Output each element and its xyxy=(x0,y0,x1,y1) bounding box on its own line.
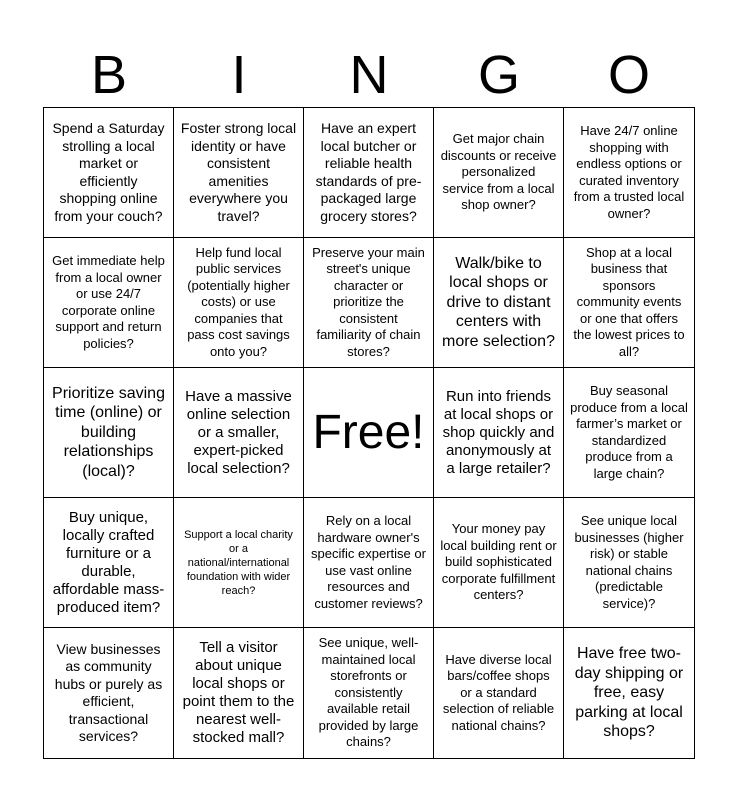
cell-text: Support a local charity or a national/international foundation with wider reach? xyxy=(184,528,293,597)
bingo-cell xyxy=(434,238,564,368)
bingo-cell xyxy=(44,498,174,628)
cell-text: Have diverse local bars/coffee shops or a standard selection of reliable national chains? xyxy=(442,651,555,733)
cell-text: Have an expert local butcher or reliable health standards of pre-packaged large grocery stores? xyxy=(315,120,422,224)
cell-text: Run into friends at local shops or shop quickly and anonymously at a large retailer? xyxy=(442,387,555,477)
cell-text: Have 24/7 online shopping with endless options or curated inventory from a trusted local owner? xyxy=(573,123,685,221)
bingo-cell xyxy=(44,368,174,498)
bingo-cell xyxy=(174,238,304,368)
cell-text: Rely on a local hardware owner's specific expertise or use vast online resources and customer reviews? xyxy=(311,513,426,611)
bingo-cell xyxy=(44,628,174,758)
cell-text: Shop at a local business that sponsors community events or one that offers the lowest prices to all? xyxy=(573,244,685,359)
bingo-cell xyxy=(434,368,564,498)
cell-text: Help fund local public services (potentially higher costs) or use companies that pass cost savings onto you? xyxy=(187,244,290,359)
bingo-header xyxy=(44,44,694,106)
bingo-cell xyxy=(44,238,174,368)
bingo-cell xyxy=(174,368,304,498)
bingo-card xyxy=(43,107,695,759)
header-letter-g: G xyxy=(477,45,520,105)
bingo-cell xyxy=(174,628,304,758)
bingo-cell xyxy=(304,238,434,368)
bingo-cell xyxy=(434,498,564,628)
cell-text: Prioritize saving time (online) or building relationships (local)? xyxy=(52,384,165,480)
cell-text: Preserve your main street's unique character or prioritize the consistent familiarity of chain stores? xyxy=(312,244,425,359)
header-letter-b: B xyxy=(90,45,128,105)
cell-text: See unique local businesses (higher risk) or stable national chains (predictable service)? xyxy=(574,513,684,611)
bingo-cell xyxy=(174,498,304,628)
cell-text: Get major chain discounts or receive personalized service from a local shop owner? xyxy=(440,131,557,213)
cell-text: Your money pay local building rent or build sophisticated corporate fulfillment centers? xyxy=(440,521,557,603)
bingo-cell xyxy=(44,108,174,238)
bingo-cell xyxy=(304,498,434,628)
bingo-cell xyxy=(564,628,694,758)
bingo-cell xyxy=(304,628,434,758)
bingo-cell xyxy=(564,108,694,238)
bingo-cell xyxy=(174,108,304,238)
header-letter-i: I xyxy=(231,45,247,105)
cell-text: Buy seasonal produce from a local farmer’s market or standardized produce from a large chain? xyxy=(570,383,688,481)
bingo-cell xyxy=(564,498,694,628)
bingo-cell xyxy=(564,368,694,498)
cell-text: See unique, well-maintained local storefronts or consistently available retail provided by large chains? xyxy=(318,635,419,750)
cell-text: Get immediate help from a local owner or use 24/7 corporate online support and return policies? xyxy=(52,253,165,351)
cell-text: Tell a visitor about unique local shops or point them to the nearest well-stocked mall? xyxy=(182,639,295,746)
cell-text: Buy unique, locally crafted furniture or a durable, affordable mass-produced item? xyxy=(52,508,165,616)
header-letter-n: N xyxy=(349,45,389,105)
bingo-cell xyxy=(564,238,694,368)
header-letter-o: O xyxy=(607,45,650,105)
bingo-cell xyxy=(434,108,564,238)
cell-text: View businesses as community hubs or purely as efficient, transactional services? xyxy=(54,640,163,744)
cell-text: Walk/bike to local shops or drive to distant centers with more selection? xyxy=(442,254,555,350)
free-text: Free! xyxy=(312,405,425,459)
bingo-cell xyxy=(434,628,564,758)
cell-text: Have free two-day shipping or free, easy parking at local shops? xyxy=(574,645,684,741)
bingo-cell xyxy=(304,108,434,238)
cell-text: Have a massive online selection or a smaller, expert-picked local selection? xyxy=(185,387,292,477)
free-space xyxy=(304,368,434,498)
cell-text: Foster strong local identity or have consistent amenities everywhere you travel? xyxy=(180,120,297,224)
cell-text: Spend a Saturday strolling a local market or efficiently shopping online from your couch? xyxy=(52,120,165,224)
